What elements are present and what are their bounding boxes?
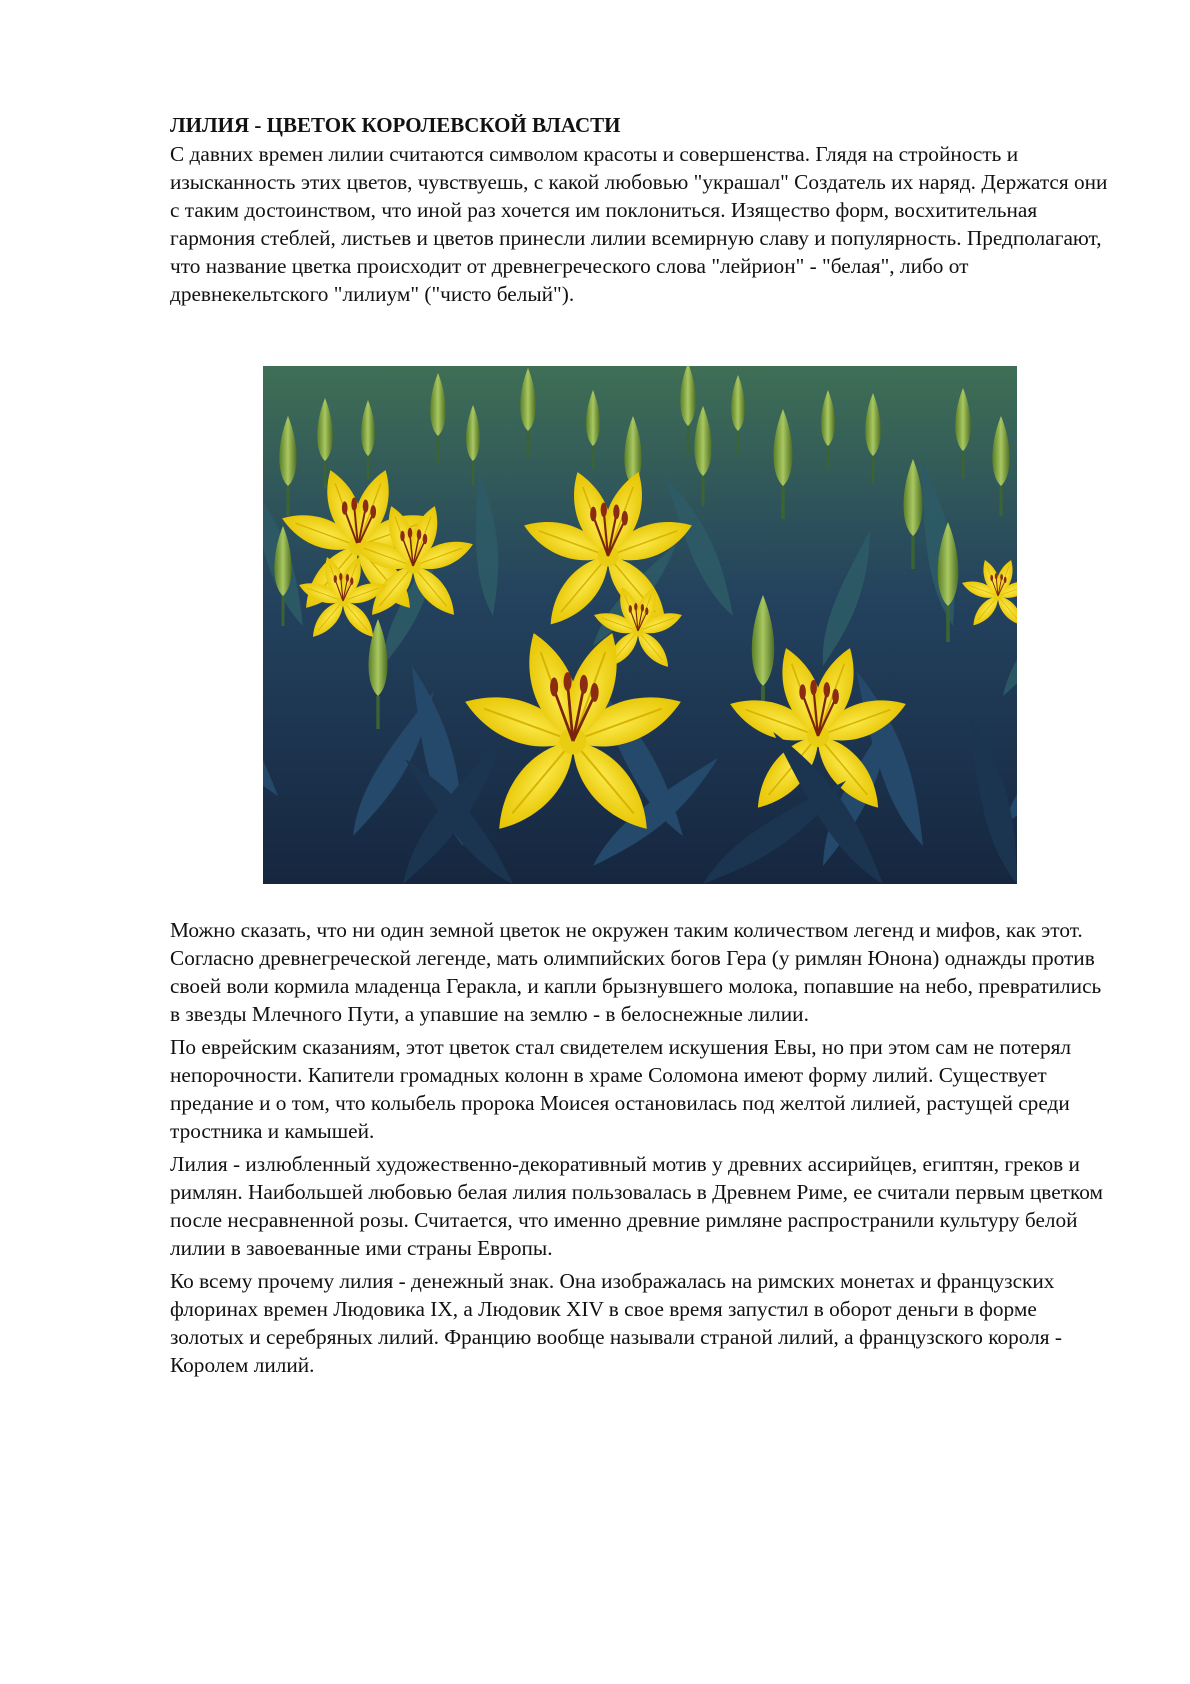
article-body	[170, 916, 1115, 1379]
lily-photo-drawing	[263, 366, 1017, 884]
intro-paragraph: С давних времен лилии считаются символом красоты и совершенства. Глядя на стройность и изысканность этих цветов, чувствуешь, с какой любовью "украшал" Создатель их наряд. Держатся они с таким достоинством, что иной раз хочется им поклониться. Изящество форм, восхитительная гармония стеблей, листьев и цветов принесли лилии всемирную славу и популярность. Предполагают, что название цветка происходит от древнегреческого слова "лейрион" - "белая", либо от древнекельтского "лилиум" ("чисто белый").	[170, 142, 1108, 306]
paragraph-money: Ко всему прочему лилия - денежный знак. Она изображалась на римских монетах и французских флоринах времен Людовика IX, а Людовик XIV в свое время запустил в оборот деньги в форме золотых и серебряных лилий. Францию вообще называли страной лилий, а французского короля - Королем лилий.	[170, 1269, 1063, 1377]
paragraph-legends: Можно сказать, что ни один земной цветок не окружен таким количеством легенд и мифов, как этот. Согласно древнегреческой легенде, мать олимпийских богов Гера (у римлян Юнона) однажды против своей воли кормила младенца Геракла, и капли брызнувшего молока, попавшие на небо, превратились в звезды Млечного Пути, а упавшие на землю - в белоснежные лилии.	[170, 918, 1102, 1026]
paragraph-hebrew: По еврейским сказаниям, этот цветок стал свидетелем искушения Евы, но при этом сам не потерял непорочности. Капители громадных колонн в храме Соломона имеют форму лилий. Существует предание и о том, что колыбель пророка Моисея остановилась под желтой лилией, растущей среди тростника и камышей.	[170, 1035, 1072, 1143]
article-top	[170, 112, 1110, 308]
article-title: ЛИЛИЯ - ЦВЕТОК КОРОЛЕВСКОЙ ВЛАСТИ	[170, 113, 621, 137]
paragraph-motif: Лилия - излюбленный художественно-декоративный мотив у древних ассирийцев, египтян, греков и римлян. Наибольшей любовью белая лилия пользовалась в Древнем Риме, ее считали первым цветком после несравненной розы. Считается, что именно древние римляне распространили культуру белой лилии в завоеванные ими страны Европы.	[170, 1152, 1103, 1260]
lily-photo	[263, 366, 1017, 884]
